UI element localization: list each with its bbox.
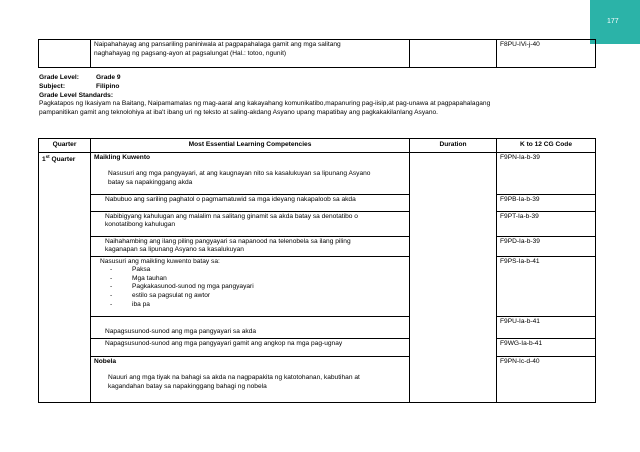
competency-cell xyxy=(91,256,410,316)
competency-cell xyxy=(91,236,410,256)
list-item: - Mga tauhan xyxy=(110,274,167,282)
competency-cell: Napagsusunod-sunod ang mga pangyayari sa akda xyxy=(91,316,410,338)
competency-cell xyxy=(91,356,410,402)
competency-line: Nauuri ang mga tiyak na bahagi sa akda na nagpapakita ng katotohanan, kabutihan at xyxy=(108,374,360,382)
list-item: - estilo sa pagsulat ng awtor xyxy=(110,291,211,299)
code-cell: F9PU-Ia-b-41 xyxy=(497,316,596,338)
table-row xyxy=(39,40,596,68)
section-title: Nobela xyxy=(94,357,116,365)
standards-text: pampanitikan gamit ang teknolohiya at iba't ibang uri ng teksto at saling-akdang Asyano upang mapatibay ang pagkakakilanlang Asyano. xyxy=(39,109,438,117)
code-cell: F9PD-Ia-b-39 xyxy=(497,236,596,256)
competency-line: batay sa napakinggang akda xyxy=(108,178,193,186)
competency-line: Nasusuri ang mga pangyayari, at ang kaugnayan nito sa kasalukuyan sa lipunang Asyano xyxy=(108,170,371,178)
competency-line: kaganapan sa lipunang Asyano sa kasalukuyan xyxy=(105,246,244,254)
table-row xyxy=(39,211,596,236)
subject-value: Filipino xyxy=(96,82,120,90)
code-cell: F9PN-Ic-d-40 xyxy=(497,356,596,402)
competency-line: Nabibigyang kahulugan ang malalim na salitang ginamit sa akda batay sa denotatibo o xyxy=(105,212,358,220)
competency-cell xyxy=(91,152,410,194)
competency-cell: Nabubuo ang sariling paghatol o pagmamatuwid sa mga ideyang nakapaloob sa akda xyxy=(91,194,410,211)
section-title: Maikling Kuwento xyxy=(94,153,151,161)
table-row xyxy=(39,338,596,356)
list-item: - iba pa xyxy=(110,300,150,308)
subject-label: Subject: xyxy=(39,82,66,90)
quarter-cell xyxy=(39,40,91,68)
duration-cell xyxy=(410,152,497,402)
list-item: - Pagkakasunod-sunod ng mga pangyayari xyxy=(110,283,254,291)
quarter-suffix: st xyxy=(45,153,50,159)
duration-cell xyxy=(410,40,497,68)
header-duration: Duration xyxy=(410,139,497,153)
quarter-cell xyxy=(39,152,91,402)
quarter-word: Quarter xyxy=(49,155,76,163)
competency-cell xyxy=(91,40,410,68)
competency-line: kagandahan batay sa napakinggang bahagi ng nobela xyxy=(108,382,267,390)
code-cell: F9PT-Ia-b-39 xyxy=(497,211,596,236)
header-code: K to 12 CG Code xyxy=(497,139,596,153)
page-number: 177 xyxy=(607,18,619,25)
code-cell: F8PU-IVi-j-40 xyxy=(497,40,596,68)
table-row xyxy=(39,356,596,402)
code-cell: F9PS-Ia-b-41 xyxy=(497,256,596,316)
competency-cell xyxy=(91,211,410,236)
competency-line: Naipahahayag ang pansariling paniniwala at pagpapahalaga gamit ang mga salitang xyxy=(94,41,341,48)
competencies-table xyxy=(38,138,596,403)
top-table xyxy=(38,39,596,68)
page-number-badge xyxy=(590,0,640,44)
header-competencies: Most Essential Learning Competencies xyxy=(91,139,410,153)
competency-line: naghahayag ng pagsang-ayon at pagsalungat (Hal.: totoo, ngunit) xyxy=(94,49,287,57)
competency-line: Naihahambing ang ilang piling pangyayari sa napanood na telenobela sa ilang piling xyxy=(105,237,351,245)
table-header-row xyxy=(39,139,596,153)
table-row xyxy=(39,316,596,338)
bullet-list xyxy=(100,266,406,309)
standards-text: Pagkatapos ng Ikasiyam na Baitang, Naipamamalas ng mag-aaral ang kakayahang komunikatibo,mapanuring pag-iisip,at pag-unawa at pagpapahalagang xyxy=(39,100,491,108)
competency-line: konotatibong kahulugan xyxy=(105,221,176,229)
table-row xyxy=(39,194,596,211)
table-row xyxy=(39,236,596,256)
quarter-number: 1 xyxy=(42,155,46,163)
table-row xyxy=(39,256,596,316)
code-cell: F9WG-Ia-b-41 xyxy=(497,338,596,356)
header-quarter: Quarter xyxy=(39,139,91,153)
code-cell: F9PB-Ia-b-39 xyxy=(497,194,596,211)
competency-line: Nasusuri ang maikling kuwento batay sa: xyxy=(100,257,220,265)
code-cell: F9PN-Ia-b-39 xyxy=(497,152,596,194)
grade-level-value: Grade 9 xyxy=(96,74,121,81)
standards-label: Grade Level Standards: xyxy=(39,91,114,99)
table-row xyxy=(39,152,596,194)
grade-info xyxy=(39,74,559,118)
competency-cell: Napagsusunod-sunod ang mga pangyayari gamit ang angkop na mga pag-ugnay xyxy=(91,338,410,356)
list-item: - Paksa xyxy=(110,266,151,274)
grade-level-label: Grade Level: xyxy=(39,74,79,81)
